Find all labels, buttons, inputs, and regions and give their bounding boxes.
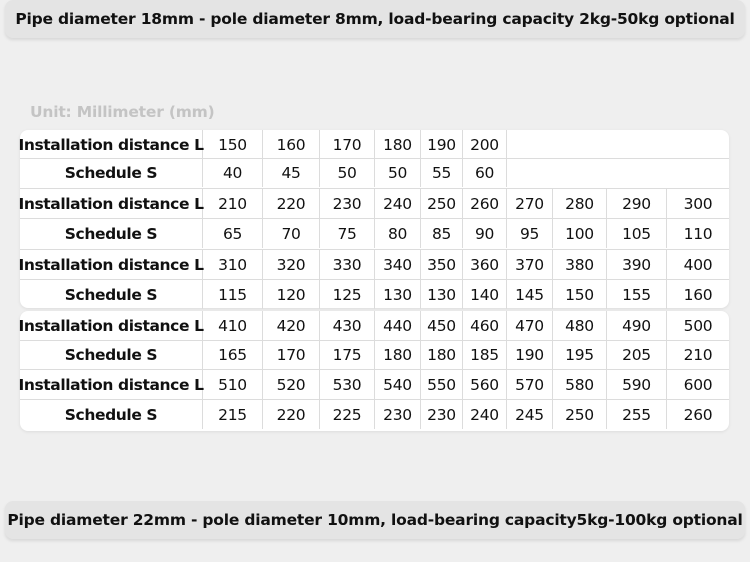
- distance-value-cell: 320: [263, 250, 320, 279]
- row-divider: [20, 399, 729, 400]
- schedule-value-cell: 190: [507, 340, 553, 369]
- distance-value-cell: 550: [421, 370, 463, 399]
- top-banner: [5, 0, 745, 38]
- distance-value-cell: 520: [263, 370, 320, 399]
- schedule-value-cell: 225: [320, 400, 375, 429]
- table-row: [20, 130, 507, 159]
- distance-value-cell: 600: [683, 375, 713, 394]
- schedule-value-cell: 255: [607, 400, 667, 429]
- distance-value-cell: 450: [421, 311, 463, 340]
- row-divider: [20, 218, 729, 219]
- distance-value-cell: 170: [320, 130, 375, 159]
- distance-value-cell: 410: [203, 311, 263, 340]
- row-label-schedule: Schedule S: [20, 340, 203, 369]
- distance-value-cell: 210: [203, 189, 263, 218]
- schedule-value-cell: 180: [375, 340, 421, 369]
- schedule-value-cell: 185: [463, 340, 507, 369]
- distance-value-cell: 440: [375, 311, 421, 340]
- row-label-schedule: Schedule S: [20, 400, 203, 429]
- row-label-installation-distance: Installation distance L: [20, 130, 203, 159]
- distance-value-cell: 460: [463, 311, 507, 340]
- distance-value-cell: 190: [421, 130, 463, 159]
- distance-value-cell: 530: [320, 370, 375, 399]
- distance-value-cell: 590: [607, 370, 667, 399]
- distance-value-cell: 500: [683, 316, 713, 335]
- table-panel-1: [20, 130, 729, 308]
- schedule-value-cell: 55: [421, 158, 463, 187]
- schedule-value-cell: 210: [683, 345, 713, 364]
- top-banner-title: Pipe diameter 18mm - pole diameter 8mm, load-bearing capacity 2kg-50kg optional: [15, 10, 735, 28]
- schedule-value-cell: 170: [263, 340, 320, 369]
- table-row: [20, 340, 729, 369]
- table-row: [20, 280, 729, 309]
- distance-value-cell: 570: [507, 370, 553, 399]
- distance-value-cell: 580: [553, 370, 607, 399]
- distance-value-cell: 360: [463, 250, 507, 279]
- schedule-value-cell: 80: [375, 219, 421, 248]
- row-label-installation-distance: Installation distance L: [20, 311, 203, 340]
- distance-value-cell: 380: [553, 250, 607, 279]
- schedule-value-cell: 45: [263, 158, 320, 187]
- schedule-value-cell: 110: [683, 224, 713, 243]
- schedule-value-cell: 75: [320, 219, 375, 248]
- distance-value-cell: 240: [375, 189, 421, 218]
- distance-value-cell: 350: [421, 250, 463, 279]
- schedule-value-cell: 95: [507, 219, 553, 248]
- schedule-value-cell: 40: [203, 158, 263, 187]
- schedule-value-cell: 230: [421, 400, 463, 429]
- row-label-installation-distance: Installation distance L: [20, 370, 203, 399]
- schedule-value-cell: 145: [507, 280, 553, 309]
- distance-value-cell: 160: [263, 130, 320, 159]
- distance-value-cell: 490: [607, 311, 667, 340]
- schedule-value-cell: 150: [553, 280, 607, 309]
- table-row: [20, 250, 729, 279]
- row-label-schedule: Schedule S: [20, 219, 203, 248]
- schedule-value-cell: 230: [375, 400, 421, 429]
- unit-label: Unit: Millimeter (mm): [30, 103, 215, 121]
- bottom-banner-title: Pipe diameter 22mm - pole diameter 10mm, load-bearing capacity5kg-100kg optional: [7, 511, 743, 529]
- schedule-value-cell: 130: [421, 280, 463, 309]
- row-label-schedule: Schedule S: [20, 158, 203, 187]
- schedule-value-cell: 90: [463, 219, 507, 248]
- distance-value-cell: 200: [463, 130, 507, 159]
- row-divider: [20, 249, 729, 250]
- schedule-value-cell: 215: [203, 400, 263, 429]
- distance-value-cell: 560: [463, 370, 507, 399]
- schedule-value-cell: 220: [263, 400, 320, 429]
- schedule-value-cell: 165: [203, 340, 263, 369]
- row-divider: [20, 279, 729, 280]
- distance-value-cell: 420: [263, 311, 320, 340]
- schedule-value-cell: 70: [263, 219, 320, 248]
- distance-value-cell: 280: [553, 189, 607, 218]
- distance-value-cell: 230: [320, 189, 375, 218]
- row-label-installation-distance: Installation distance L: [20, 250, 203, 279]
- distance-value-cell: 150: [203, 130, 263, 159]
- schedule-value-cell: 125: [320, 280, 375, 309]
- schedule-value-cell: 85: [421, 219, 463, 248]
- table-row: [20, 189, 729, 218]
- schedule-value-cell: 50: [320, 158, 375, 187]
- row-label-schedule: Schedule S: [20, 280, 203, 309]
- schedule-value-cell: 105: [607, 219, 667, 248]
- row-divider: [20, 188, 729, 189]
- schedule-value-cell: 115: [203, 280, 263, 309]
- schedule-value-cell: 260: [683, 405, 713, 424]
- schedule-value-cell: 50: [375, 158, 421, 187]
- schedule-value-cell: 205: [607, 340, 667, 369]
- distance-value-cell: 220: [263, 189, 320, 218]
- table-row: [20, 400, 729, 429]
- distance-value-cell: 390: [607, 250, 667, 279]
- distance-value-cell: 370: [507, 250, 553, 279]
- distance-value-cell: 310: [203, 250, 263, 279]
- distance-value-cell: 340: [375, 250, 421, 279]
- table-row: [20, 158, 507, 187]
- distance-value-cell: 290: [607, 189, 667, 218]
- row-divider: [20, 158, 729, 159]
- distance-value-cell: 430: [320, 311, 375, 340]
- schedule-value-cell: 155: [607, 280, 667, 309]
- table-row: [20, 311, 729, 340]
- distance-value-cell: 480: [553, 311, 607, 340]
- schedule-value-cell: 65: [203, 219, 263, 248]
- distance-value-cell: 330: [320, 250, 375, 279]
- distance-value-cell: 400: [683, 255, 713, 274]
- table-row: [20, 219, 729, 248]
- table-row: [20, 370, 729, 399]
- row-divider: [20, 340, 729, 341]
- schedule-value-cell: 140: [463, 280, 507, 309]
- distance-value-cell: 250: [421, 189, 463, 218]
- distance-value-cell: 180: [375, 130, 421, 159]
- schedule-value-cell: 180: [421, 340, 463, 369]
- distance-value-cell: 270: [507, 189, 553, 218]
- schedule-value-cell: 250: [553, 400, 607, 429]
- schedule-value-cell: 100: [553, 219, 607, 248]
- schedule-value-cell: 175: [320, 340, 375, 369]
- schedule-value-cell: 160: [683, 285, 713, 304]
- schedule-value-cell: 240: [463, 400, 507, 429]
- distance-value-cell: 260: [463, 189, 507, 218]
- distance-value-cell: 470: [507, 311, 553, 340]
- table-panel-2: [20, 311, 729, 431]
- schedule-value-cell: 245: [507, 400, 553, 429]
- schedule-value-cell: 60: [463, 158, 507, 187]
- row-divider: [20, 369, 729, 370]
- schedule-value-cell: 195: [553, 340, 607, 369]
- bottom-banner: [5, 501, 745, 539]
- schedule-value-cell: 130: [375, 280, 421, 309]
- distance-value-cell: 540: [375, 370, 421, 399]
- distance-value-cell: 510: [203, 370, 263, 399]
- distance-value-cell: 300: [683, 194, 713, 213]
- schedule-value-cell: 120: [263, 280, 320, 309]
- row-label-installation-distance: Installation distance L: [20, 189, 203, 218]
